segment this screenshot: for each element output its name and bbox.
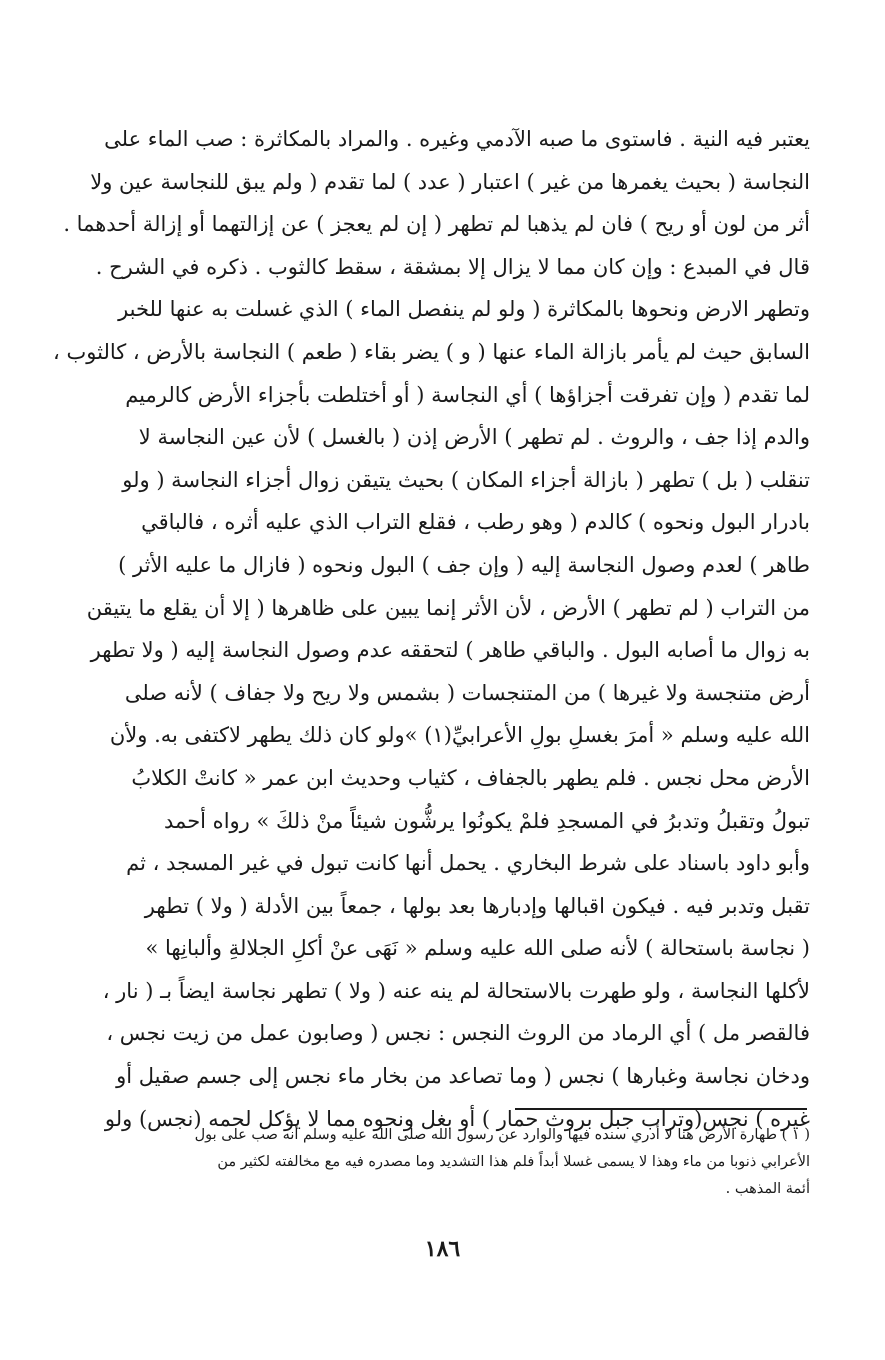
text-line: لما تقدم ( وإن تفرقت أجزاؤها ) أي النجاسة ( أو أختلطت بأجزاء الأرض كالرميم xyxy=(125,382,810,407)
text-line: به زوال ما أصابه البول . والباقي طاهر ) لتحققه عدم وصول النجاسة إليه ( ولا تطهر xyxy=(90,638,810,663)
text-line: الله عليه وسلم « أمرَ بغسلِ بولِ الأعرابيِّ(١) »ولو كان ذلك يطهر لاكتفى به. ولأن xyxy=(109,723,810,748)
text-line: فالقصر مل ) أي الرماد من الروث النجس : نجس ( وصابون عمل من زيت نجس ، xyxy=(106,1021,810,1046)
main-text-block xyxy=(50,118,810,1140)
text-line: ودخان نجاسة وغبارها ) نجس ( وما تصاعد من بخار ماء نجس إلى جسم صقيل أو xyxy=(116,1064,810,1089)
footnote-block xyxy=(35,1122,810,1203)
text-line: من التراب ( لم تطهر ) الأرض ، لأن الأثر إنما يبين على ظاهرها ( إلا أن يقلع ما يتيقن xyxy=(86,595,810,620)
text-line: وأبو داود باسناد على شرط البخاري . يحمل أنها كانت تبول في غير المسجد ، ثم xyxy=(126,851,810,876)
text-line: السابق حيث لم يأمر بازالة الماء عنها ( و ) يضر بقاء ( طعم ) النجاسة بالأرض ، كالثوب ، xyxy=(53,339,810,364)
text-line: غيره ) نجس(وتراب جبل بروث حمار ) أو بغل ونحوه مما لا يؤكل لحمه (نجس) ولو xyxy=(104,1106,810,1131)
text-line: بادرار البول ونحوه ) كالدم ( وهو رطب ، فقلع التراب الذي عليه أثره ، فالباقي xyxy=(141,510,810,535)
text-line: أثر من لون أو ريح ) فان لم يذهبا لم تطهر ( إن لم يعجز ) عن إزالتهما أو إزالة أحدهما . xyxy=(63,212,810,237)
text-line: يعتبر فيه النية . فاستوى ما صبه الآدمي وغيره . والمراد بالمكاثرة : صب الماء على xyxy=(104,127,810,151)
text-line: وتطهر الارض ونحوها بالمكاثرة ( ولو لم ينفصل الماء ) الذي غسلت به عنها للخبر xyxy=(118,297,810,322)
text-line: النجاسة ( بحيث يغمرها من غير ) اعتبار ( عدد ) لما تقدم ( ولم يبق للنجاسة عين ولا xyxy=(90,169,810,194)
text-line: تبولُ وتقبلُ وتدبرُ في المسجدِ فلمْ يكونُوا يرشُّون شيئاً منْ ذلكَ » رواه أحمد xyxy=(164,808,810,833)
text-line: ( نجاسة باستحالة ) لأنه صلى الله عليه وسلم « نَهَى عنْ أكلِ الجلالةِ وألبانِها » xyxy=(145,936,810,961)
text-line: لأكلها النجاسة ، ولو طهرت بالاستحالة لم ينه عنه ( ولا ) تطهر نجاسة ايضاً بـ ( نار ، xyxy=(102,978,810,1003)
footnote-separator xyxy=(515,1108,807,1110)
text-line: الأرض محل نجس . فلم يطهر بالجفاف ، كثياب وحديث ابن عمر « كانتْ الكلابُ xyxy=(131,765,810,790)
text-line: قال في المبدع : وإن كان مما لا يزال إلا بمشقة ، سقط كالثوب . ذكره في الشرح . xyxy=(95,254,810,279)
text-line: طاهر ) لعدم وصول النجاسة إليه ( وإن جف ) البول ونحوه ( فازال ما عليه الأثر ) xyxy=(118,552,810,577)
footnote-line: أئمة المذهب . xyxy=(725,1181,810,1197)
footnote-line: الأعرابي ذنوبا من ماء وهذا لا يسمى غسلا أبداً فلم هذا التشديد وما مصدره فيه مع مخالفته لكثير من xyxy=(217,1154,810,1170)
text-line: تنقلب ( بل ) تطهر ( بازالة أجزاء المكان ) بحيث يتيقن زوال أجزاء النجاسة ( ولو xyxy=(122,467,810,492)
text-line: والدم إذا جف ، والروث . لم تطهر ) الأرض إذن ( بالغسل ) لأن عين النجاسة لا xyxy=(138,425,810,450)
page-number: ١٨٦ xyxy=(424,1236,461,1262)
text-line: أرض متنجسة ولا غيرها ) من المتنجسات ( بشمس ولا ريح ولا جفاف ) لأنه صلى xyxy=(124,680,810,705)
footnote-line: ( ١ ) طهارة الأرض هنا لا أدري سنده فيها والوارد عن رسول الله صلى الله عليه وسلم أنه صب على بول xyxy=(194,1127,810,1143)
text-line: تقبل وتدبر فيه . فيكون اقبالها وإدبارها بعد بولها ، جمعاً بين الأدلة ( ولا ) تطهر xyxy=(144,893,810,918)
